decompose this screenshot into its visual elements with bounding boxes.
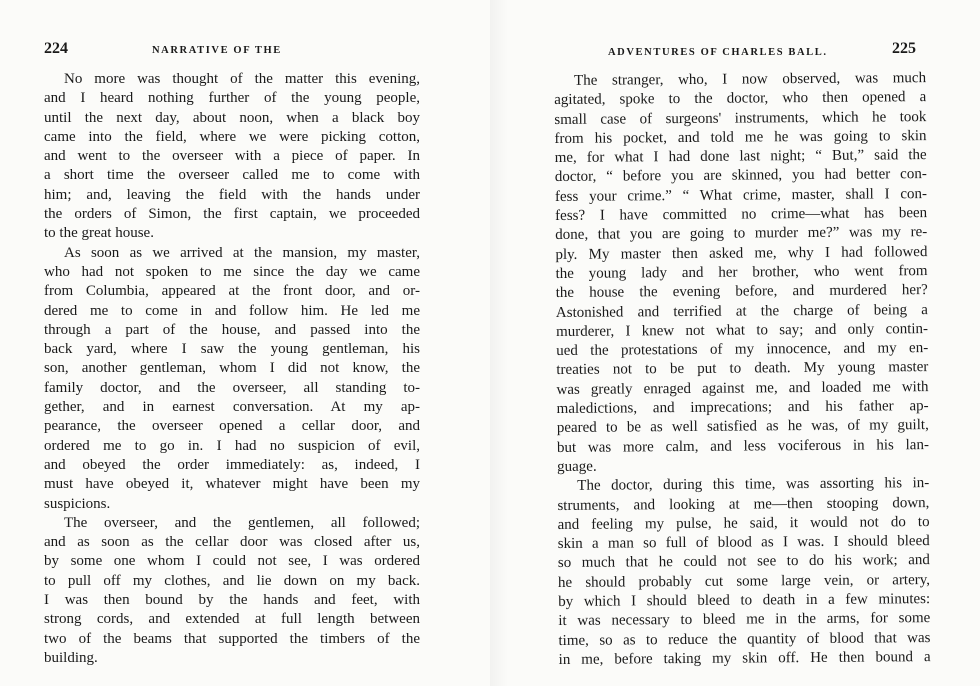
text-line: ued the protestations of my innocence, and my en- <box>556 340 929 360</box>
text-line: maledictions, and imprecations; and his father ap- <box>556 398 929 418</box>
running-head-left: NARRATIVE OF THE <box>152 45 282 56</box>
text-line: dered me to come in and follow him. He led me <box>44 302 420 319</box>
text-line: gether, and in earnest conversation. At my ap- <box>44 399 420 416</box>
text-line: it was necessary to bleed me in the arms, for some <box>558 610 931 630</box>
text-line: pearance, the overseer opened a cellar door, and <box>44 418 420 435</box>
text-line: I was then bound by the hands and feet, with <box>44 592 420 609</box>
text-line: but was more calm, and less vociferous in his lan- <box>556 436 930 456</box>
text-line: time, so as to reduce the quantity of blood that was <box>558 629 931 649</box>
text-line: by which I should bleed to death in a few minutes: <box>558 591 931 610</box>
text-line: in me, before taking my skin off. He then bound a <box>558 648 931 668</box>
text-line: who had not spoken to me since the day we came <box>44 263 420 280</box>
right-page-body <box>554 69 931 670</box>
text-line: The stranger, who, I now observed, was much <box>574 70 927 89</box>
text-line: peared to be as well satisfied as he was, of my guilt, <box>556 417 929 437</box>
text-line: done, that you are going to murder me?” was my re- <box>555 224 928 244</box>
text-line: him; and, leaving the field with the hands under <box>44 186 420 203</box>
text-line: fess? I have committed no crime—what has been <box>555 205 928 225</box>
text-line: doctor, “ before you are skinned, you had better con- <box>554 166 927 186</box>
text-line: me, for what I had done last night; “ But,” said the <box>554 147 927 167</box>
text-line: he should probably cut some large vein, or artery, <box>557 571 931 591</box>
text-line: ordered me to go in. I had no suspicion of evil, <box>44 437 420 454</box>
right-page <box>490 0 980 686</box>
text-line: back yard, where I saw the young gentleman, his <box>44 341 420 358</box>
text-line: to pull off my clothes, and lie down on my back. <box>44 572 420 589</box>
page-number-right: 225 <box>892 40 916 57</box>
left-page-body <box>44 70 420 668</box>
text-line: from his pocket, and told me he was going to skin <box>554 127 927 147</box>
running-head-right: ADVENTURES OF CHARLES BALL. <box>608 47 828 58</box>
text-line: family doctor, and the overseer, all standing to- <box>44 379 420 396</box>
text-line: to the great house. <box>44 225 154 242</box>
text-line: by some one whom I could not see, I was ordered <box>44 553 420 570</box>
text-line: small case of surgeons' instruments, which he took <box>554 108 927 128</box>
text-line: son, another gentleman, whom I did not know, the <box>44 360 420 377</box>
text-line: The doctor, during this time, was assorting his in- <box>577 475 930 495</box>
text-line: No more was thought of the matter this evening, <box>64 71 420 87</box>
text-line: was greatly enraged against me, and loaded me with <box>556 378 929 398</box>
text-line: two of the beams that supported the timbers of the <box>44 630 420 647</box>
text-line: must have obeyed it, whatever might have been my <box>44 476 420 493</box>
text-line: murderer, I knew not what to say; and only contin- <box>555 320 929 340</box>
text-line: and obeyed the order immediately: as, indeed, I <box>44 456 420 473</box>
text-line: and as soon as the cellar door was closed after us, <box>44 534 420 551</box>
text-line: came into the field, where we were picking cotton, <box>44 128 420 145</box>
text-line: As soon as we arrived at the mansion, my master, <box>64 244 420 261</box>
text-line: fess your crime.” “ What crime, master, shall I con- <box>554 185 928 205</box>
text-line: building. <box>44 649 98 666</box>
text-line: and I heard nothing further of the young people, <box>44 90 420 107</box>
text-line: the house the evening before, and murdered her? <box>555 282 928 302</box>
text-line: Astonished and terrified at the charge of being a <box>555 301 928 321</box>
text-line: the orders of Simon, the first captain, we proceeded <box>44 206 420 223</box>
text-line: agitated, spoke to the doctor, who then opened a <box>554 89 927 109</box>
text-line: until the next day, about noon, when a black boy <box>44 109 420 126</box>
text-line: and went to the overseer with a piece of paper. In <box>44 148 420 165</box>
text-line: through a part of the house, and passed into the <box>44 321 420 338</box>
page-number-left: 224 <box>44 40 68 57</box>
text-line: a short time the overseer called me to come with <box>44 167 420 184</box>
text-line: skin a man so full of blood as I was. I should bleed <box>557 533 930 553</box>
text-line: suspicions. <box>44 495 111 512</box>
text-line: treaties not to be put to death. My young master <box>556 359 929 379</box>
text-line: The overseer, and the gentlemen, all followed; <box>64 514 420 531</box>
text-line: guage. <box>557 458 597 475</box>
text-line: strong cords, and extended at full length between <box>44 611 420 628</box>
text-line: from Columbia, appeared at the front door, and or- <box>44 283 420 300</box>
text-line: so much that he could not see to do his work; and <box>557 552 930 572</box>
text-line: struments, and looking at me—then stooping down, <box>557 494 930 514</box>
text-line: the young lady and her brother, who went from <box>555 263 928 282</box>
text-line: ply. My master then asked me, why I had followed <box>555 243 928 263</box>
text-line: and feeling my pulse, he said, it would not do to <box>557 513 930 533</box>
